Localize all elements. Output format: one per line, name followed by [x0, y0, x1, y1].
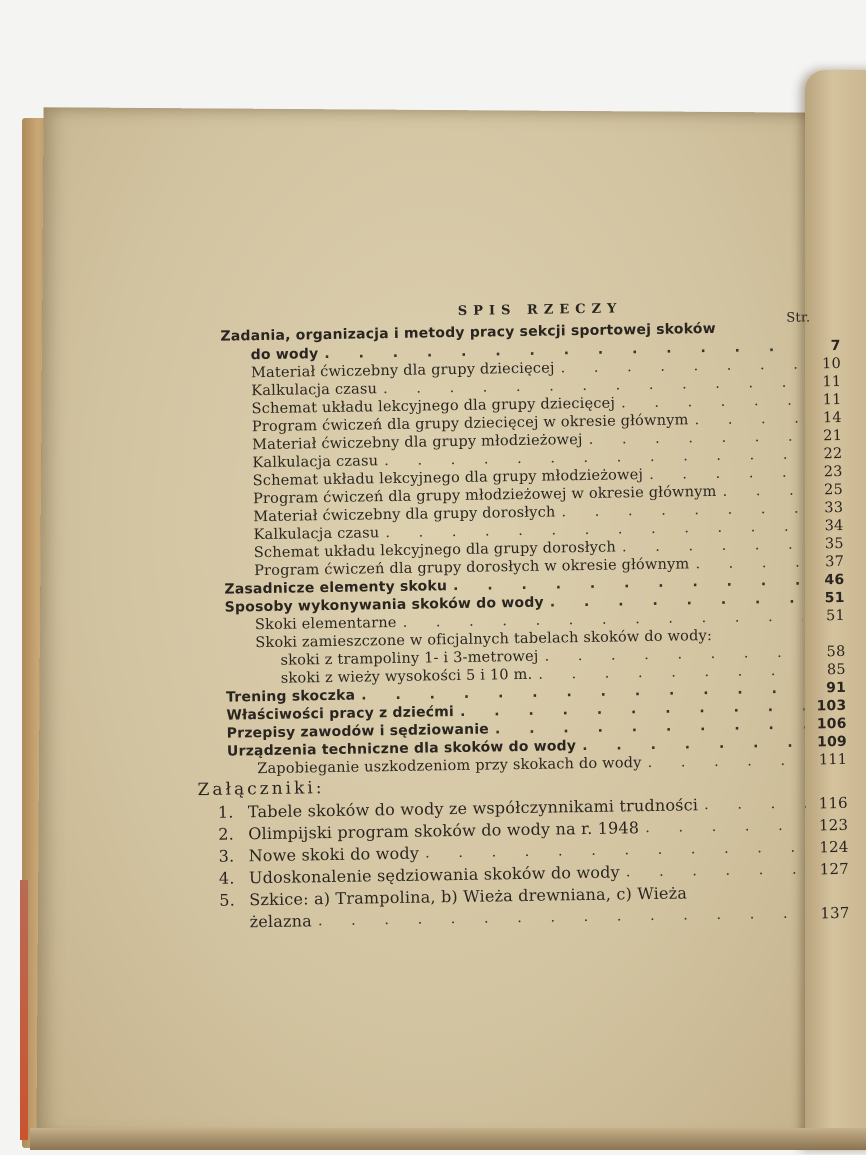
toc-entry-title: Zapobieganie uszkodzeniom przy skokach do wody [257, 755, 642, 778]
dot-leader [626, 860, 807, 883]
toc-entry-title: Skoki elementarne [254, 614, 397, 634]
toc-page-number: 51 [825, 607, 846, 625]
attachment-title: Olimpijski program skoków do wody na r. 1948 [248, 818, 640, 844]
toc-entry-title: Program ćwiczeń dla grupy dziecięcej w okresie głównym [251, 412, 689, 436]
toc-heading: SPIS RZECZY [457, 301, 623, 319]
book-spine [20, 880, 28, 1140]
toc-entry-title: Materiał ćwiczebny dla grupy dziecięcej [250, 360, 555, 382]
toc-entry-title: Schemat układu lekcyjnego dla grupy dziecięcej [251, 395, 616, 418]
toc-page-number: 33 [824, 499, 844, 517]
toc-entry-title: Kalkulacja czasu [252, 453, 379, 472]
toc-entry-title: Kalkulacja czasu [253, 525, 380, 544]
attachment-title-cont: żelazna [249, 911, 313, 932]
toc-page-number: 111 [818, 751, 848, 769]
toc-page-number: 91 [826, 679, 847, 697]
attachment-title: Udoskonalenie sędziowania skoków do wody [248, 862, 620, 888]
dot-leader [622, 537, 802, 557]
toc-entry-title: skoki z wieży wysokości 5 i 10 m. [280, 666, 533, 687]
attachment-number: 4. [218, 868, 235, 888]
attachment-number: 5. [219, 890, 236, 910]
attachment-page-number: 137 [820, 903, 850, 923]
toc-entry-title: Sposoby wykonywania skoków do wody [224, 594, 544, 616]
toc-page-number: 37 [825, 553, 845, 571]
table-of-contents [197, 298, 850, 933]
dot-leader [582, 735, 805, 755]
toc-page-number: 58 [826, 643, 846, 661]
toc-entries [200, 319, 847, 779]
dot-leader [694, 411, 800, 430]
toc-entry-title-cont: do wody [250, 346, 319, 364]
toc-entry-title: Program ćwiczeń dla grupy dorosłych w okresie głównym [254, 556, 690, 580]
toc-entry-title: Zadania, organizacja i metody pracy sekcji sportowej skoków [220, 320, 716, 345]
attachment-number: 1. [217, 802, 234, 822]
attachments-heading: Załączniki: [197, 778, 325, 801]
toc-page-number: 11 [822, 373, 842, 391]
page-column-label: Str. [786, 310, 811, 326]
dot-leader [647, 753, 805, 772]
toc-entry-title: Zasadnicze elementy skoku [224, 578, 448, 598]
toc-page-number: 46 [824, 571, 845, 589]
toc-page-number: 10 [821, 355, 842, 373]
toc-page-number: 106 [816, 715, 847, 733]
toc-entry-title: Właściwości pracy z dziećmi [226, 704, 455, 724]
toc-page-number: 21 [823, 427, 843, 445]
attachment-title: Nowe skoki do wody [248, 843, 420, 866]
toc-entry-title: Przepisy zawodów i sędziowanie [226, 721, 490, 742]
toc-page-number: 51 [824, 589, 845, 607]
attachment-number: 3. [218, 846, 235, 866]
toc-page-number: 22 [823, 445, 843, 463]
toc-page-number: 7 [830, 337, 841, 355]
dot-leader [704, 794, 806, 816]
attachment-title: Szkice: a) Trampolina, b) Wieża drewniana, c) Wieża [249, 883, 688, 910]
toc-entry-title: Materiał ćwiczebny dla grupy dorosłych [253, 504, 556, 526]
dot-leader [621, 393, 800, 413]
toc-entry-title: Trening skoczka [225, 687, 356, 706]
toc-page-number: 11 [822, 391, 842, 409]
dot-leader [645, 816, 806, 839]
attachment-page-number: 127 [819, 859, 850, 879]
toc-entry-title: Schemat układu lekcyjnego dla grupy młodzieżowej [252, 467, 644, 490]
toc-entry-title: Urządzenia techniczne dla skoków do wody [226, 738, 577, 760]
toc-entry-title: Kalkulacja czasu [251, 381, 378, 400]
toc-page-number: 103 [816, 697, 847, 715]
attachment-page-number: 124 [819, 837, 849, 857]
toc-entry-title: Materiał ćwiczebny dla grupy młodzieżowej [252, 432, 583, 454]
attachment-title: Tabele skoków do wody ze współczynnikami trudności [247, 795, 699, 822]
attachments-list [208, 791, 850, 933]
page-bottom-edge [30, 1128, 866, 1150]
dot-leader [695, 555, 802, 574]
toc-page-number: 14 [822, 409, 842, 427]
toc-page-number: 25 [823, 481, 844, 499]
toc-page-number: 109 [816, 733, 848, 751]
toc-entry-title: Program ćwiczeń dla grupy młodzieżowej w okresie głównym [252, 483, 717, 508]
toc-entry-title: skoki z trampoliny 1- i 3-metrowej [280, 648, 539, 669]
attachment-page-number: 123 [818, 815, 849, 835]
dot-leader [722, 483, 801, 501]
dot-leader [649, 465, 801, 484]
toc-entry-title: Schemat układu lekcyjnego dla grupy dorosłych [253, 539, 617, 562]
attachment-page-number: 116 [818, 793, 848, 813]
dot-leader [589, 429, 801, 449]
toc-page-number: 85 [826, 661, 846, 679]
toc-entry-title: Skoki zamieszczone w oficjalnych tabelach skoków do wody: [255, 627, 713, 652]
attachment-number: 2. [218, 824, 235, 844]
toc-page-number: 23 [823, 463, 843, 481]
toc-page-number: 35 [824, 535, 844, 553]
toc-page-number: 34 [824, 517, 844, 535]
